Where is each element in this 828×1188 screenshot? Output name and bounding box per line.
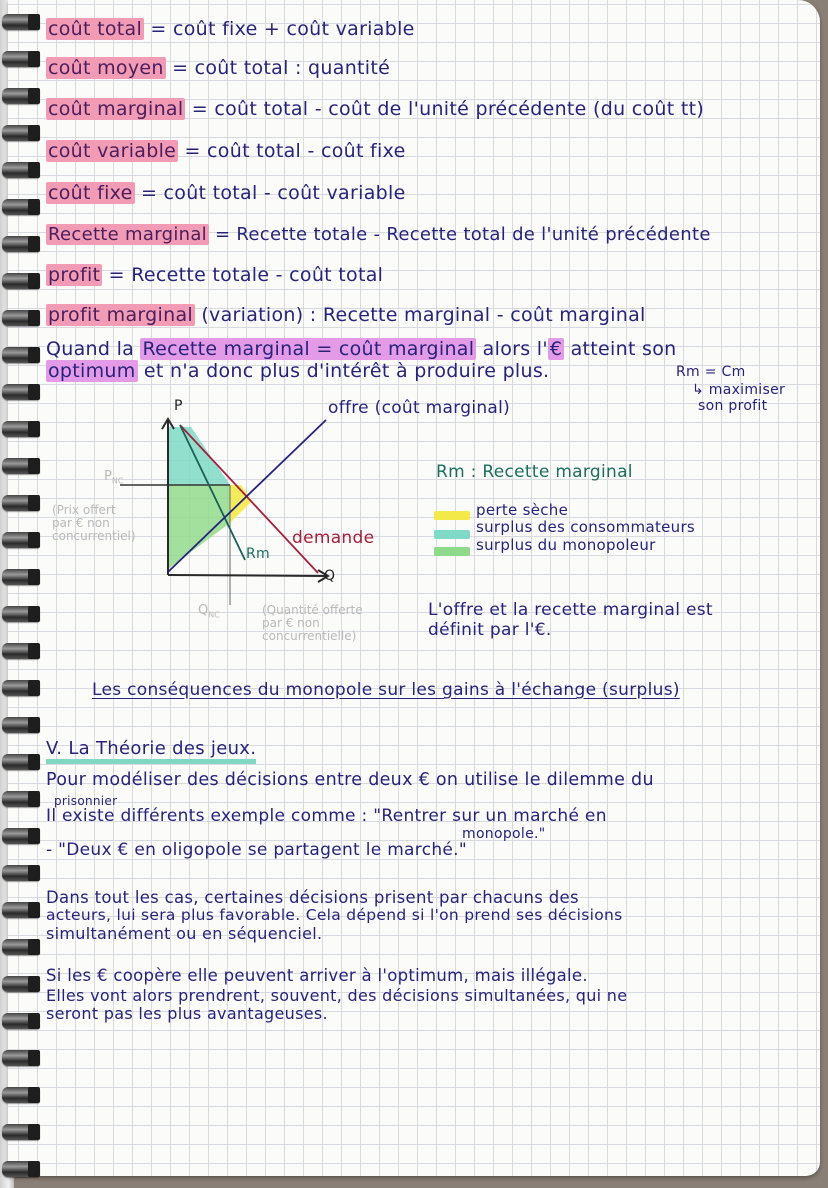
spiral-ring (2, 569, 40, 585)
term: coût fixe (48, 182, 133, 204)
pnc-note-line: (Prix offert (52, 503, 116, 517)
qnc-note-line: par € non (262, 616, 320, 630)
spiral-ring (2, 125, 40, 141)
spiral-ring (2, 865, 40, 881)
rm-label: Rm (246, 546, 270, 562)
paragraph-3-line-1: Dans tout les cas, certaines décisions prisent par chacuns des (46, 888, 579, 907)
definition: = coût total - coût variable (140, 182, 406, 204)
pnc-note-line: concurrentiel) (52, 529, 136, 543)
notebook-page (8, 0, 820, 1176)
side-note-rm-cm: Rm = Cm (676, 364, 746, 380)
spiral-ring (2, 717, 40, 733)
spiral-ring (2, 643, 40, 659)
spiral-ring (2, 1087, 40, 1103)
text: Quand la (46, 338, 135, 360)
spiral-ring (2, 1050, 40, 1066)
paragraph-3-line-2: acteurs, lui sera plus favorable. Cela dépend si l'on prend ses décisions (46, 906, 623, 924)
legend-label-monopolist: surplus du monopoleur (476, 536, 656, 554)
text: et n'a donc plus d'intérêt à produire plus. (143, 360, 550, 382)
optimum-line-1 (46, 338, 677, 360)
legend-swatch-consumer (434, 530, 470, 539)
legend-swatch-monopolist (434, 547, 470, 556)
side-note-maximiser: ↳ maximiser (692, 382, 786, 398)
paragraph-3-line-3: simultanément ou en séquenciel. (46, 924, 323, 943)
qnc-note (262, 604, 363, 643)
qnc-subscript: NC (208, 610, 220, 620)
definition: = coût total : quantité (172, 57, 391, 79)
definition: (variation) : Recette marginal - coût marginal (201, 304, 646, 326)
pnc-letter: P (104, 469, 112, 484)
term: coût marginal (48, 98, 184, 120)
spiral-ring (2, 754, 40, 770)
paragraph-2-line-2: - "Deux € en oligopole se partagent le marché." (46, 840, 467, 860)
spiral-ring (2, 680, 40, 696)
paragraph-4-line-3: seront pas les plus avantageuses. (46, 1004, 328, 1023)
spiral-ring (2, 14, 40, 30)
spiral-ring (2, 162, 40, 178)
spiral-ring (2, 606, 40, 622)
qnc-note-line: (Quantité offerte (262, 603, 363, 617)
spiral-ring (2, 939, 40, 955)
definition-recette-marginal (46, 224, 711, 245)
spiral-ring (2, 51, 40, 67)
supply-label: offre (coût marginal) (328, 398, 511, 418)
paragraph-4-line-1: Si les € coopère elle peuvent arriver à l'optimum, mais illégale. (46, 966, 588, 985)
consumer-surplus-area (168, 427, 230, 485)
x-axis (168, 575, 326, 576)
highlight-optimum: optimum (48, 360, 136, 382)
enterprise-symbol: € (549, 338, 563, 360)
paragraph-1-line-2: prisonnier (54, 794, 118, 808)
spiral-ring (2, 421, 40, 437)
spiral-ring (2, 1161, 40, 1177)
definition-cout-variable (46, 140, 406, 162)
spiral-ring (2, 273, 40, 289)
monopolist-surplus-area (168, 485, 230, 569)
optimum-line-2 (46, 360, 549, 382)
definition: = coût total - coût de l'unité précédente (du coût tt) (191, 98, 705, 120)
spiral-ring (2, 310, 40, 326)
spiral-ring (2, 532, 40, 548)
rm-definition: Rm : Recette marginal (436, 462, 633, 482)
definition: = Recette totale - coût total (108, 264, 384, 286)
term: coût total (48, 18, 143, 40)
highlight-condition: Recette marginal = coût marginal (142, 338, 475, 360)
spiral-ring (2, 791, 40, 807)
side-note-profit: son profit (698, 398, 768, 414)
spiral-ring (2, 236, 40, 252)
legend-note-line-1: L'offre et la recette marginal est (428, 600, 713, 620)
term: profit marginal (48, 304, 193, 326)
definition-profit (46, 264, 383, 286)
section-title (46, 738, 256, 759)
text: alors l' (482, 338, 548, 360)
definition-profit-marginal (46, 304, 646, 326)
legend-label-consumer: surplus des consommateurs (476, 518, 696, 536)
paragraph-4-line-2: Elles vont alors prendrent, souvent, des décisions simultanées, qui ne (46, 986, 628, 1005)
term: profit (48, 264, 101, 286)
demand-label: demande (292, 528, 375, 548)
spiral-ring (2, 88, 40, 104)
qnc-label (198, 604, 220, 622)
spiral-ring (2, 976, 40, 992)
spiral-ring (2, 902, 40, 918)
spiral-ring (2, 495, 40, 511)
spiral-ring (2, 1013, 40, 1029)
pnc-note (52, 504, 136, 543)
spiral-ring (2, 199, 40, 215)
pnc-subscript: NC (111, 476, 124, 486)
definition-cout-marginal (46, 98, 704, 120)
definition: = coût total - coût fixe (184, 140, 406, 162)
qnc-letter: Q (198, 603, 209, 618)
definition-cout-moyen (46, 57, 390, 79)
section-title-text: V. La Théorie des jeux. (46, 738, 256, 764)
paragraph-1-line-1: Pour modéliser des décisions entre deux € on utilise le dilemme du (46, 770, 654, 790)
spiral-ring (2, 384, 40, 400)
spiral-ring (2, 458, 40, 474)
definition: = coût fixe + coût variable (150, 18, 415, 40)
spiral-ring (2, 828, 40, 844)
qnc-note-line: concurrentielle) (262, 629, 357, 643)
definition: = Recette totale - Recette total de l'unité précédente (215, 224, 711, 245)
term: Recette marginal (48, 224, 207, 245)
x-axis-label: Q (324, 568, 336, 584)
y-axis-label: P (174, 398, 183, 414)
text: atteint son (570, 338, 677, 360)
legend-swatch-deadweight (434, 511, 470, 520)
paragraph-2-line-1b: monopole." (462, 826, 546, 842)
graph-caption: Les conséquences du monopole sur les gains à l'échange (surplus) (92, 680, 680, 700)
term: coût variable (48, 140, 177, 162)
spiral-ring (2, 1124, 40, 1140)
legend-note-line-2: définit par l'€. (428, 620, 552, 640)
definition-cout-fixe (46, 182, 406, 204)
pnc-note-line: par € non (52, 516, 110, 530)
paragraph-2-line-1: Il existe différents exemple comme : "Rentrer sur un marché en (46, 806, 607, 826)
spiral-ring (2, 347, 40, 363)
legend-label-deadweight: perte sèche (476, 501, 569, 519)
pnc-label (104, 470, 123, 488)
term: coût moyen (48, 57, 164, 79)
definition-cout-total (46, 18, 415, 40)
